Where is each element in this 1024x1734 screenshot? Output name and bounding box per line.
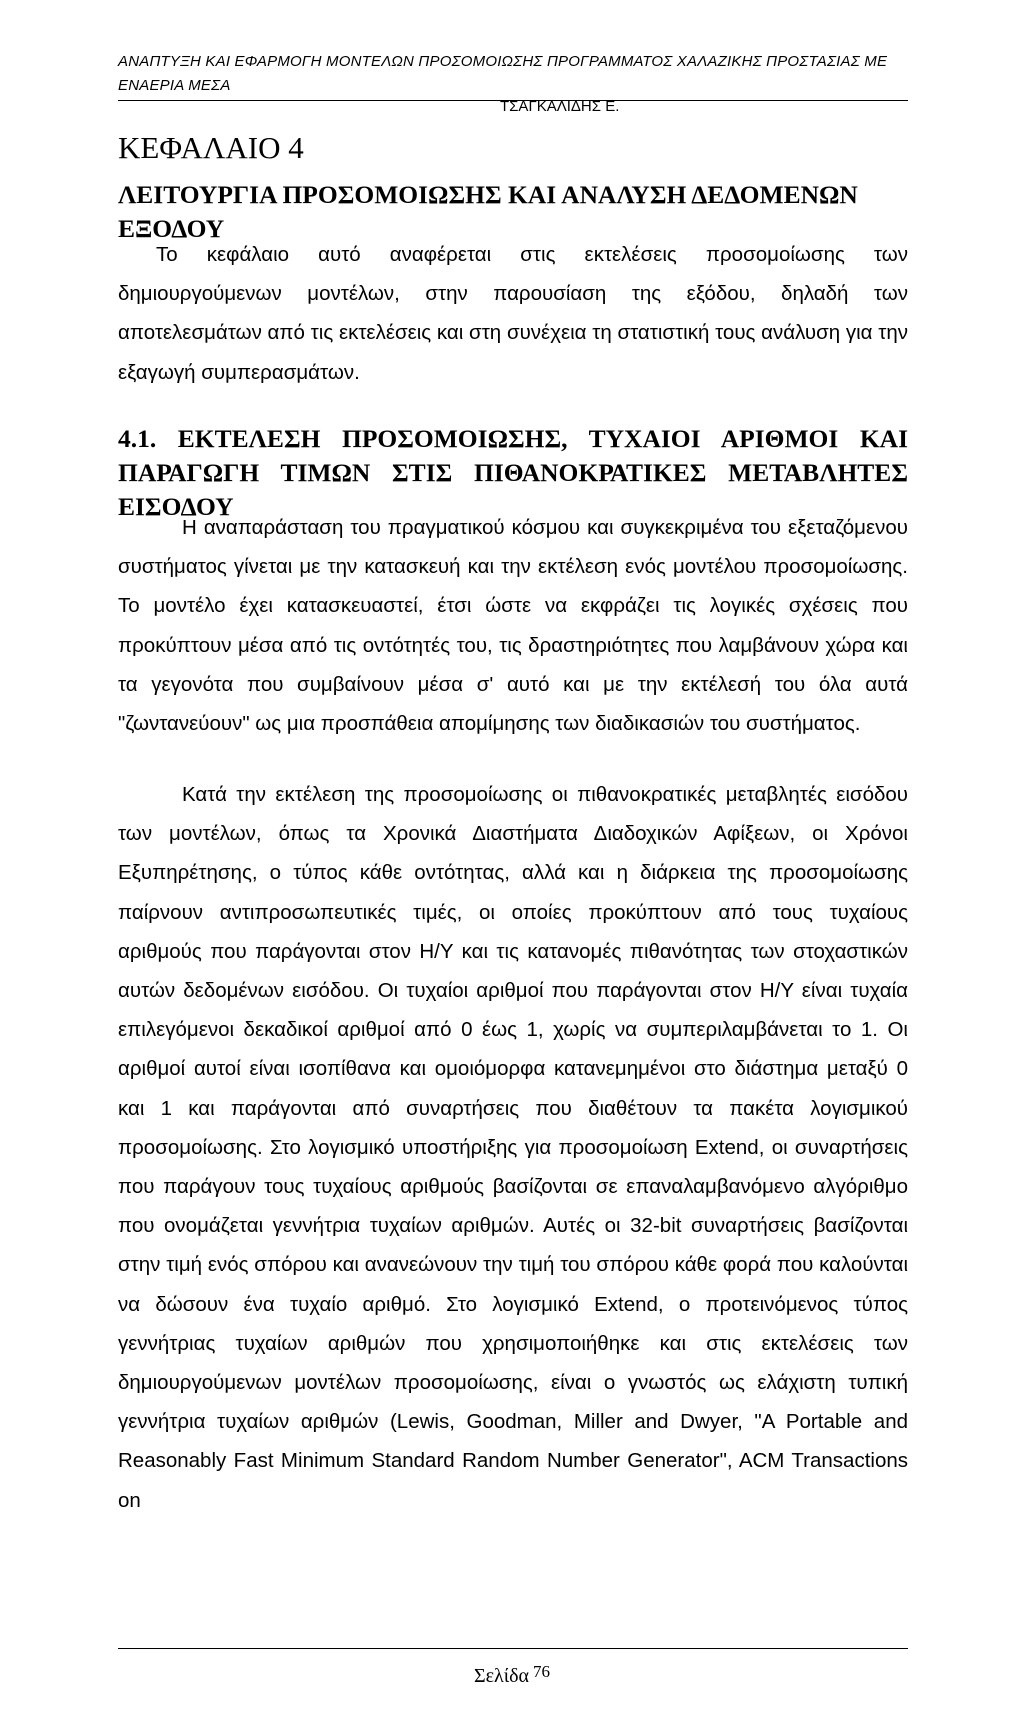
footer-rule: [118, 1648, 908, 1649]
page-number: 76: [533, 1662, 551, 1681]
section-paragraph-2: Κατά την εκτέλεση της προσομοίωσης οι πιθανοκρατικές μεταβλητές εισόδου των μοντέλων, όπως τα Χρονικά Διαστήματα Διαδοχικών Αφίξεων, οι Χρόνοι Εξυπηρέτησης, ο τύπος κάθε οντότητας, αλλά και η διάρκεια της προσομοίωσης παίρνουν αντιπροσωπευτικές τιμές, οι οποίες προκύπτουν από τους τυχαίους αριθμούς που παράγονται στον Η/Υ και τις κατανομές πιθανότητας των στοχαστικών αυτών δεδομένων εισόδου. Οι τυχαίοι αριθμοί που παράγονται στον Η/Υ είναι τυχαία επιλεγόμενοι δεκαδικοί αριθμοί από 0 έως 1, χωρίς να συμπεριλαμβάνεται το 1. Οι αριθμοί αυτοί είναι ισοπίθανα και ομοιόμορφα κατανεμημένοι στο διάστημα μεταξύ 0 και 1 και παράγονται από συναρτήσεις που διαθέτουν τα πακέτα λογισμικού προσομοίωσης. Στο λογισμικό υποστήριξης για προσομοίωση Extend, οι συναρτήσεις που παράγουν τους τυχαίους αριθμούς βασίζονται σε επαναλαμβανόμενο αλγόριθμο που ονομάζεται γεννήτρια τυχαίων αριθμών. Αυτές οι 32-bit συναρτήσεις βασίζονται στην τιμή ενός σπόρου και ανανεώνουν την τιμή του σπόρου κάθε φορά που καλούνται να δώσουν ένα τυχαίο αριθμό. Στο λογισμικό Extend, ο προτεινόμενος τύπος γεννήτριας τυχαίων αριθμών που χρησιμοποιήθηκε και στις εκτελέσεις των δημιουργούμενων μοντέλων προσομοίωσης, είναι ο γνωστός ως ελάχιστη τυπική γεννήτρια τυχαίων αριθμών (Lewis, Goodman, Miller and Dwyer, "A Portable and Reasonably Fast Minimum Standard Random Number Generator", ACM Transactions on: [118, 783, 908, 1512]
page-footer: [0, 1662, 1024, 1688]
section-heading: 4.1. ΕΚΤΕΛΕΣΗ ΠΡΟΣΟΜΟΙΩΣΗΣ, ΤΥΧΑΙΟΙ ΑΡΙΘΜΟΙ ΚΑΙ ΠΑΡΑΓΩΓΗ ΤΙΜΩΝ ΣΤΙΣ ΠΙΘΑΝΟΚΡΑΤΙΚΕΣ ΜΕΤΑΒΛΗΤΕΣ ΕΙΣΟΔΟΥ: [118, 424, 908, 521]
section-paragraph-1: Η αναπαράσταση του πραγματικού κόσμου και συγκεκριμένα του εξεταζόμενου συστήματος γίνεται με την κατασκευή και την εκτέλεση ενός μοντέλου προσομοίωσης. Το μοντέλο έχει κατασκευαστεί, έτσι ώστε να εκφράζει τις λογικές σχέσεις που προκύπτουν μέσα από τις οντότητές του, τις δραστηριότητες που λαμβάνουν χώρα και τα γεγονότα που συμβαίνουν μέσα σ' αυτό και με την εκτέλεσή του όλα αυτά "ζωντανεύουν" ως μια προσπάθεια απομίμησης των διαδικασιών του συστήματος.: [118, 516, 908, 736]
page-label: Σελίδα: [473, 1665, 530, 1687]
chapter-title: ΛΕΙΤΟΥΡΓΙΑ ΠΡΟΣΟΜΟΙΩΣΗΣ ΚΑΙ ΑΝΑΛΥΣΗ ΔΕΔΟΜΕΝΩΝ ΕΞΟΔΟΥ: [118, 180, 858, 243]
running-header-author: ΤΣΑΓΚΑΛΙΔΗΣ Ε.: [500, 98, 620, 115]
chapter-intro-paragraph: Το κεφάλαιο αυτό αναφέρεται στις εκτελέσεις προσομοίωσης των δημιουργούμενων μοντέλων, στην παρουσίαση της εξόδου, δηλαδή των αποτελεσμάτων από τις εκτελέσεις και στη συνέχεια τη στατιστική τους ανάλυση για την εξαγωγή συμπερασμάτων.: [118, 243, 908, 384]
running-header-title: ΑΝΑΠΤΥΞΗ ΚΑΙ ΕΦΑΡΜΟΓΗ ΜΟΝΤΕΛΩΝ ΠΡΟΣΟΜΟΙΩΣΗΣ ΠΡΟΓΡΑΜΜΑΤΟΣ ΧΑΛΑΖΙΚΗΣ ΠΡΟΣΤΑΣΙΑΣ ΜΕ ΕΝΑΕΡΙΑ ΜΕΣΑ: [118, 53, 888, 94]
chapter-label: ΚΕΦΑΛΑΙΟ 4: [118, 130, 304, 165]
